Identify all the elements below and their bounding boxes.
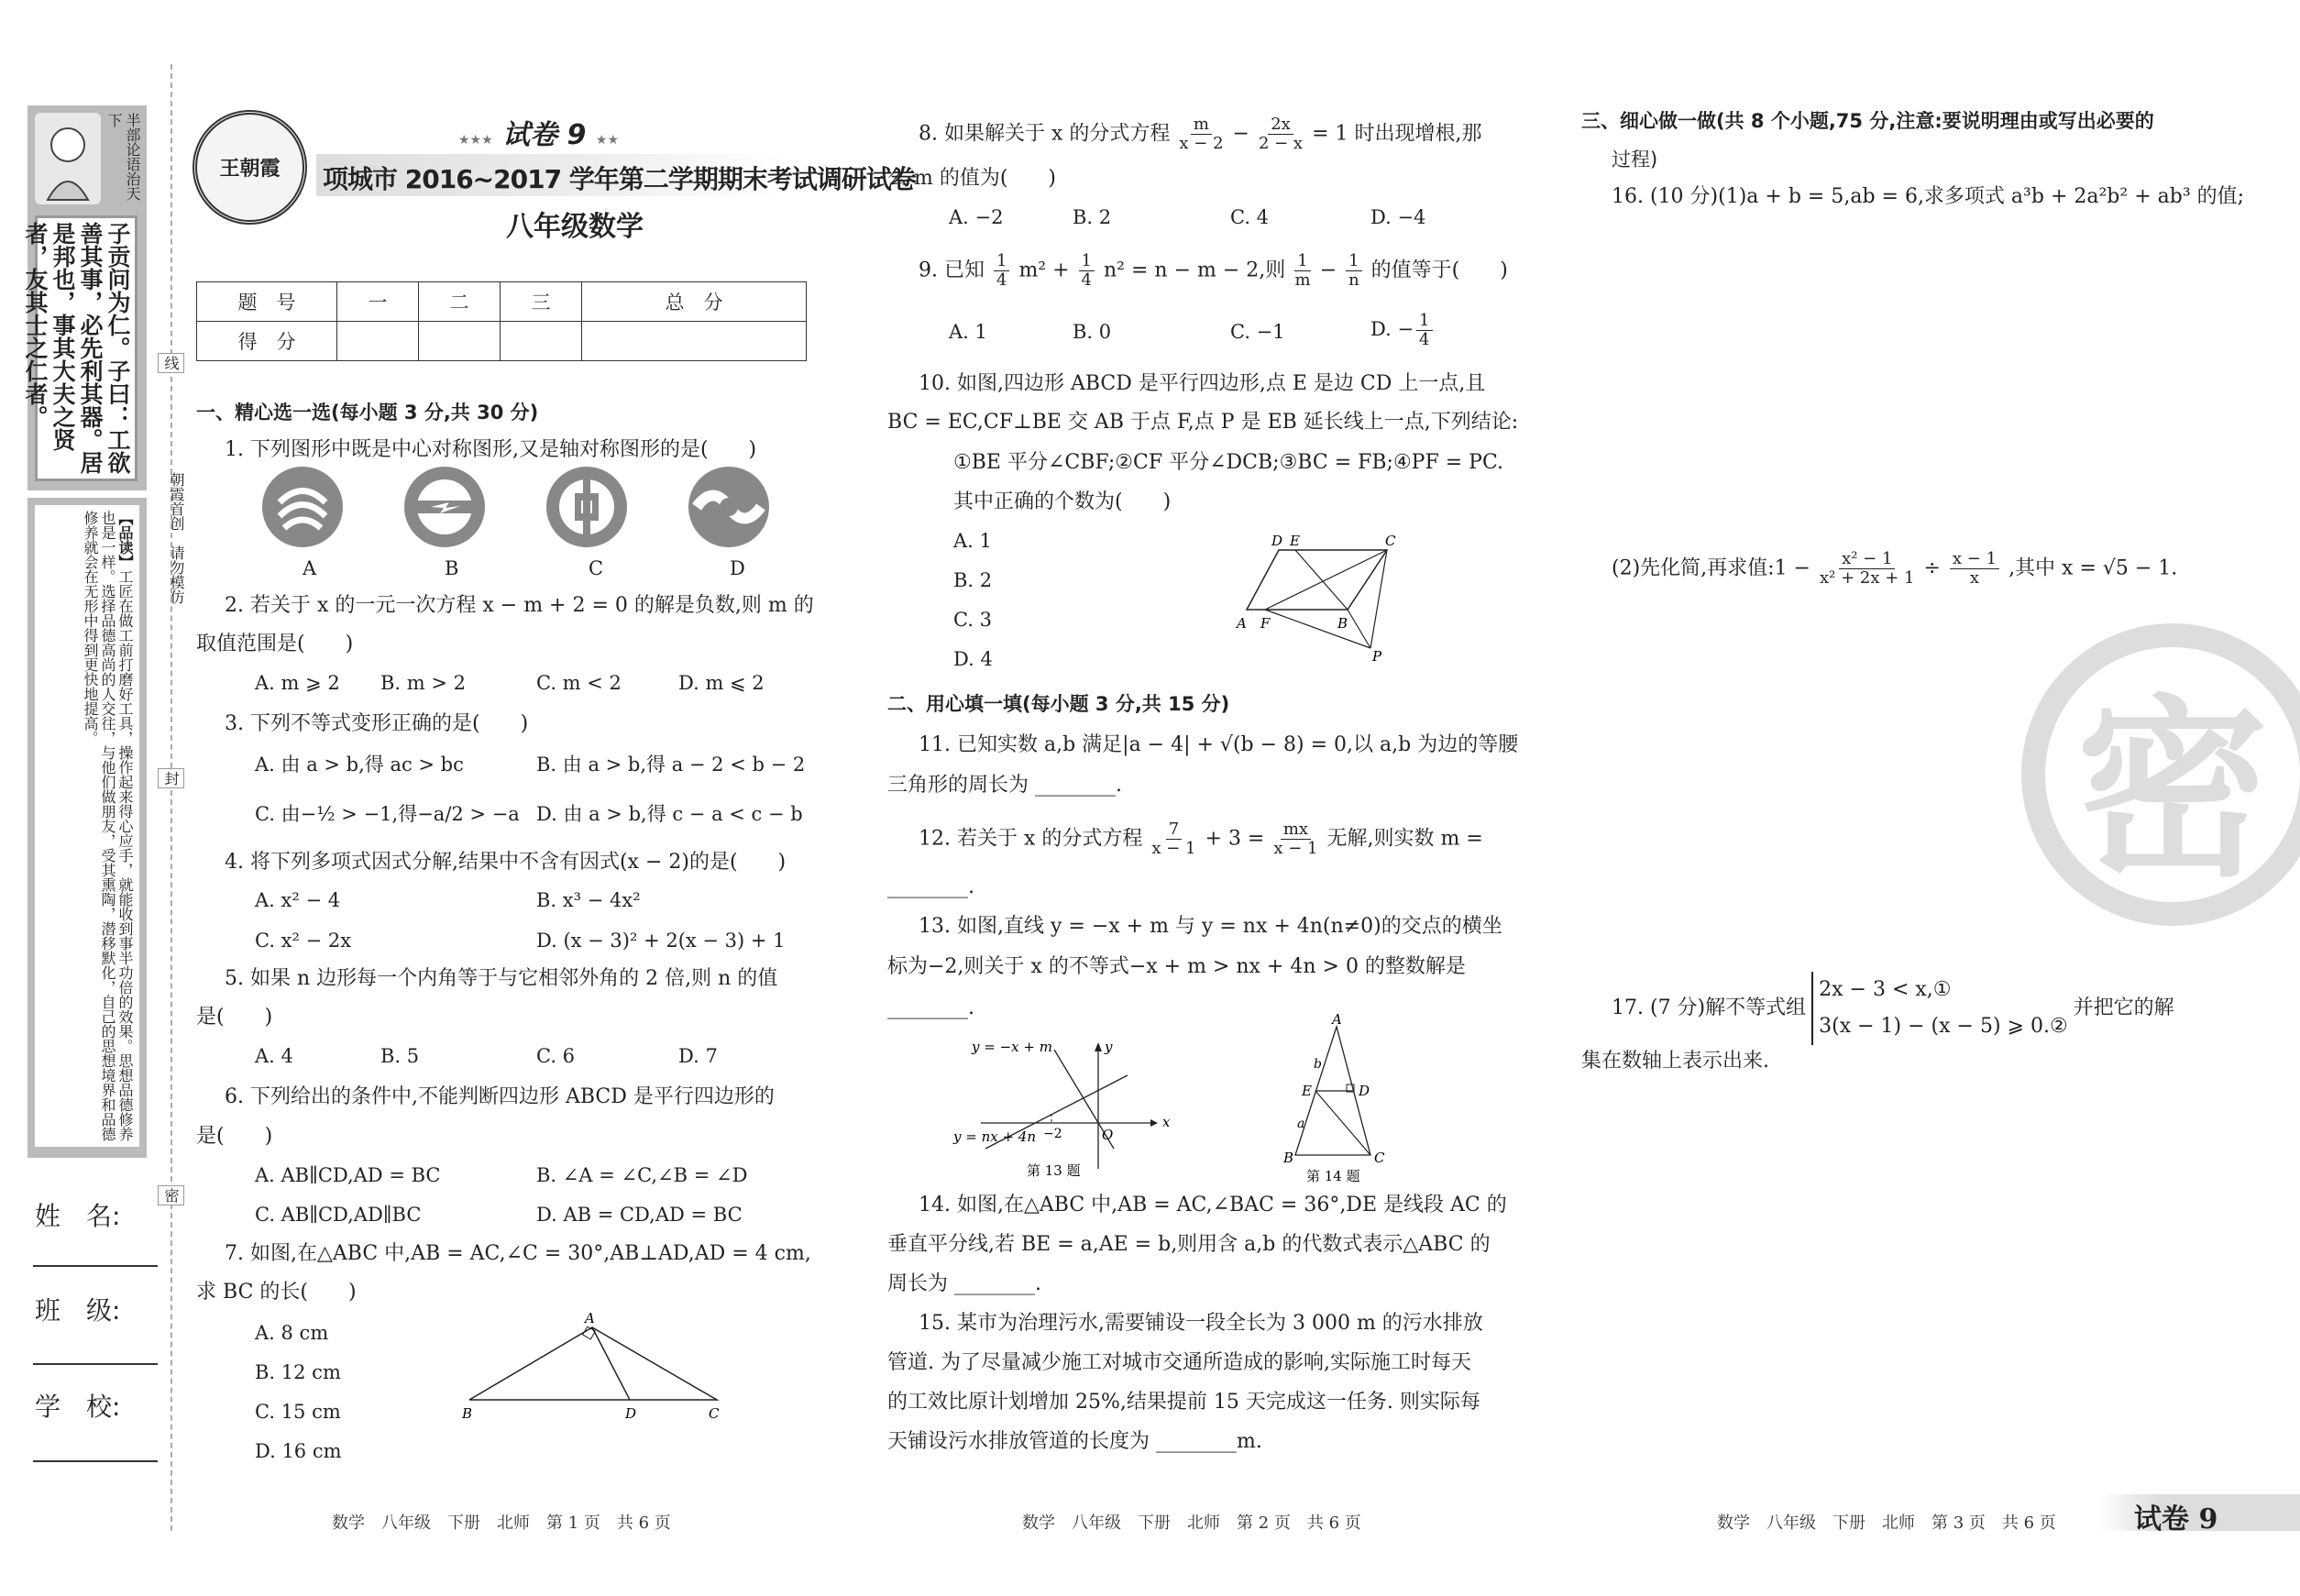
score-table-header (197, 282, 807, 322)
q17-text-end: 并把它的解 (2073, 996, 2174, 1019)
q10-opt: A. 1 (953, 530, 992, 552)
q12-text-end: 无解,则实数 m = (1326, 827, 1483, 851)
fig10-pt-b: B (1337, 615, 1348, 632)
q3-text: 3. 下列不等式变形正确的是( ) (225, 712, 529, 735)
class-field[interactable] (33, 1363, 158, 1365)
footer-page2: 数学 八年级 下册 北师 第 2 页 共 6 页 (1022, 1513, 1361, 1533)
quote-text: 子贡问为仁。子曰：工欲善其事，必先利其器。居是邦也，事其大夫之贤者，友其士之仁者。 (35, 215, 138, 481)
frac-den: 4 (1081, 270, 1092, 290)
q12-text-mid: + 3 = (1205, 827, 1265, 851)
fig13-x-label: x (1162, 1114, 1171, 1130)
q12-frac (1151, 820, 1195, 858)
q4-opt: A. x² − 4 (255, 889, 341, 911)
fig7-pt-a: A (585, 1310, 595, 1326)
q9-opt: B. 0 (1073, 321, 1112, 343)
frac-num: 1 (994, 252, 1009, 271)
school-field[interactable] (33, 1460, 158, 1462)
reading-title: 【品读】 (116, 511, 134, 569)
q10-text-2: BC = EC,CF⊥BE 交 AB 于点 F,点 P 是 EB 延长线上一点,下列结论: (887, 411, 1519, 434)
q15-text-4: 天铺设污水排放管道的长度为 ________m. (887, 1430, 1262, 1453)
q7-opt: D. 16 cm (255, 1440, 342, 1462)
subject-title: 八年级数学 (506, 211, 644, 243)
name-label: 姓 名: (35, 1201, 121, 1231)
paper-number: 试卷 9 (502, 119, 587, 151)
q11-text: 11. 已知实数 a,b 满足|a − 4| + √(b − 8) = 0,以 a,b 为边的等腰 (919, 733, 1519, 756)
q17-line (1612, 972, 2174, 1045)
q10-opt: D. 4 (953, 648, 993, 670)
fig10-pt-f: F (1260, 615, 1271, 632)
frac-den: x − 1 (1151, 839, 1196, 858)
q12-frac (1273, 820, 1317, 858)
q13-text: 13. 如图,直线 y = −x + m 与 y = nx + 4n(n≠0)的交点的横坐 (919, 915, 1502, 938)
q16-text: 16. (10 分)(1)a + b = 5,ab = 6,求多项式 a³b + 2a²b² + ab³ 的值; (1612, 185, 2245, 208)
logo-seal (193, 110, 307, 225)
fig13-minus2-label: −2 (1043, 1127, 1062, 1141)
q9-opt-frac (1416, 312, 1432, 349)
fig14-pt-d: D (1359, 1083, 1370, 1099)
q1-text: 1. 下列图形中既是中心对称图形,又是轴对称图形的是( ) (225, 438, 757, 461)
frac-den: x² + 2x + 1 (1820, 568, 1915, 588)
q17-system (1811, 972, 2068, 1045)
q6-opt: C. AB∥CD,AD∥BC (255, 1204, 422, 1226)
reading-body: 工匠在做工前打磨好工具，操作起来得心应手，就能收到事半功倍的效果。思想品德修养也是一样。选择品德高尚的人交往，与他们做朋友，受其熏陶，潜移默化，自己的思想境界和品德修养就会在无形中得到更快地提高。 (82, 511, 134, 1141)
frac-num: 2x (1268, 116, 1293, 135)
q2-opt: A. m ⩾ 2 (255, 672, 340, 694)
q7-text: 7. 如图,在△ABC 中,AB = AC,∠C = 30°,AB⊥AD,AD = 4 cm, (225, 1242, 811, 1265)
q2-opt: D. m ⩽ 2 (678, 672, 765, 694)
stars-left: ★★★ (458, 133, 493, 148)
q17-ineq-1: 2x − 3 < x,① (1819, 978, 1952, 1001)
q4-opt: D. (x − 3)² + 2(x − 3) + 1 (536, 930, 786, 952)
logo-text: 王朝霞 (219, 157, 281, 181)
frac-den: x − 1 (1273, 839, 1318, 858)
q8-text-cont: 么 m 的值为( ) (887, 167, 1057, 190)
q8-frac-2 (1259, 116, 1303, 153)
fig7-pt-b: B (462, 1405, 473, 1422)
q9-text-n: n² = n − m − 2,则 (1104, 259, 1286, 282)
q5-text-cont: 是( ) (196, 1006, 273, 1029)
q16-frac (1820, 550, 1914, 588)
q8-line: 8. 如果解关于 x 的分式方程 $\frac{m}{x - 2}$ − $\frac{2x}{2 - x}$ = 1 时出现增根,那 (919, 115, 1482, 153)
q6-text-cont: 是( ) (196, 1125, 273, 1148)
q12-line (919, 820, 1483, 858)
swirl-logo-icon (688, 466, 770, 548)
q1-figures (261, 466, 775, 557)
q9-opt: C. −1 (1230, 321, 1285, 343)
footer-paper-tag: 试卷 9 (2134, 1503, 2218, 1535)
q6-opt: A. AB∥CD,AD = BC (255, 1164, 441, 1186)
q5-opt: A. 4 (255, 1045, 293, 1067)
q9-frac (1294, 252, 1310, 290)
frac-num: 7 (1166, 820, 1182, 840)
q10-opt: B. 2 (953, 569, 993, 591)
fig10-pt-d: D (1271, 533, 1283, 549)
section3-title: 三、细心做一做(共 8 个小题,75 分,注意:要说明理由或写出必要的 (1581, 110, 2154, 132)
q7-triangle-figure (458, 1306, 733, 1425)
q15-text: 15. 某市为治理污水,需要铺设一段全长为 3 000 m 的污水排放 (919, 1312, 1483, 1335)
q8-frac-1 (1179, 116, 1223, 153)
q14-triangle-figure (1279, 1013, 1398, 1183)
score-header: 二 (419, 282, 501, 322)
fold-line (171, 64, 172, 1531)
fig10-pt-p: P (1372, 648, 1382, 665)
q10-text-4: 其中正确的个数为( ) (953, 490, 1172, 513)
school-label: 学 校: (35, 1392, 121, 1422)
q16-2-end: ,其中 x = √5 − 1. (2008, 556, 2178, 580)
q2-opt: B. m > 2 (380, 672, 467, 694)
q9-text-end: 的值等于( ) (1370, 259, 1508, 282)
score-header: 总 分 (582, 282, 807, 322)
q9-frac (994, 252, 1009, 290)
score-table (196, 281, 807, 361)
q10-text-3: ①BE 平分∠CBF;②CF 平分∠DCB;③BC = FB;④PF = PC. (953, 451, 1504, 474)
q13-text-2: 标为−2,则关于 x 的不等式−x + m > nx + 4n > 0 的整数解是 (887, 955, 1466, 978)
q13-text-3: ________. (887, 996, 974, 1019)
q1-label: C (589, 557, 604, 579)
side-mark-mi: 密 (158, 1185, 184, 1205)
binding-strip (22, 105, 149, 1160)
q14-text-2: 垂直平分线,若 BE = a,AE = b,则用含 a,b 的代数式表示△ABC 的 (887, 1233, 1491, 1256)
score-cell[interactable] (582, 322, 807, 361)
frac-num: 1 (1416, 312, 1432, 331)
score-header: 题 号 (197, 282, 337, 322)
fig14-label-a: a (1297, 1117, 1305, 1131)
q8-opt: C. 4 (1230, 206, 1270, 228)
q17-text-cont: 集在数轴上表示出来. (1581, 1050, 1769, 1073)
q15-text-3: 的工效比原计划增加 25%,结果提前 15 天完成这一任务. 则实际每 (887, 1391, 1480, 1414)
cartoon-figure (35, 113, 101, 204)
exam-title: 项城市 2016~2017 学年第二学期期末考试调研试卷 (323, 164, 916, 194)
score-cell[interactable] (501, 322, 582, 361)
q6-opt: B. ∠A = ∠C,∠B = ∠D (536, 1164, 748, 1186)
q3-opt: C. 由−½ > −1,得−a/2 > −a (255, 803, 520, 825)
fig13-origin-label: O (1102, 1127, 1114, 1143)
q13-graph-figure (944, 1031, 1192, 1178)
q10-opt: C. 3 (953, 609, 993, 631)
china-mobile-logo-icon (261, 466, 344, 548)
fig14-caption: 第 14 题 (1306, 1168, 1360, 1183)
paper-label (458, 112, 619, 152)
q1-label: A (303, 557, 317, 579)
section2-title: 二、用心填一填(每小题 3 分,共 15 分) (887, 693, 1230, 715)
name-field[interactable] (33, 1265, 158, 1267)
q2-text: 2. 若关于 x 的一元一次方程 x − m + 2 = 0 的解是负数,则 m 的 (225, 594, 814, 617)
watermark-seal (2021, 623, 2300, 926)
score-header: 一 (337, 282, 419, 322)
fig13-line1-label: y = −x + m (972, 1039, 1052, 1055)
fig10-pt-e: E (1290, 533, 1300, 549)
frac-den: 4 (1419, 330, 1430, 349)
q15-text-2: 管道. 为了尽量减少施工对城市交通所造成的影响,实际施工时每天 (887, 1351, 1471, 1374)
fig14-pt-e: E (1302, 1083, 1312, 1099)
frac-den: 4 (996, 270, 1007, 290)
lightning-logo-icon (403, 466, 486, 548)
frac-den: x − 2 (1179, 134, 1224, 153)
q9-opt: D. − (1370, 318, 1414, 340)
fig14-pt-a: A (1332, 1013, 1342, 1028)
q5-opt: D. 7 (678, 1045, 718, 1067)
q1-label: B (445, 557, 459, 579)
score-header: 三 (501, 282, 582, 322)
frac-num: m (1191, 116, 1212, 135)
frac-num: 1 (1294, 252, 1310, 271)
q7-opt: C. 15 cm (255, 1401, 341, 1423)
q16-2-div: ÷ (1923, 556, 1941, 580)
q3-opt: D. 由 a > b,得 c − a < c − b (536, 803, 803, 825)
q10-text: 10. 如图,四边形 ABCD 是平行四边形,点 E 是边 CD 上一点,且 (919, 372, 1486, 395)
q3-opt: B. 由 a > b,得 a − 2 < b − 2 (536, 754, 806, 776)
q2-text-cont: 取值范围是( ) (196, 633, 354, 655)
q4-opt: C. x² − 2x (255, 930, 352, 952)
q11-text-cont: 三角形的周长为 ________. (887, 774, 1122, 797)
side-mark-original: 朝霞首创 请勿模仿 (168, 472, 185, 604)
frac-num: x² − 1 (1839, 550, 1895, 569)
q8-text-end: = 1 时出现增根,那 (1312, 122, 1482, 146)
fig10-pt-c: C (1385, 533, 1396, 549)
q9-opt: A. 1 (949, 321, 987, 343)
q9-frac (1346, 252, 1361, 290)
side-mark-feng: 封 (158, 768, 184, 788)
q5-opt: B. 5 (380, 1045, 420, 1067)
q8-opt: D. −4 (1370, 206, 1426, 228)
q8-opt: A. −2 (949, 206, 1004, 228)
top-label: 半部论语治天下 (105, 113, 141, 201)
score-cell[interactable] (337, 322, 419, 361)
q5-text: 5. 如果 n 边形每一个内角等于与它相邻外角的 2 倍,则 n 的值 (225, 967, 778, 990)
q9-line: 9. 已知 $\frac{1}{4}$ m² + $\frac{1}{4}$ n² = n − m − 2,则 $\frac{1}{m}$ − $\frac{1}{n}$ 的值等于( ) (919, 251, 1508, 290)
q14-text-3: 周长为 ________. (887, 1272, 1041, 1295)
q16-frac (1950, 550, 1999, 588)
reading-text (35, 505, 139, 1147)
section1-title: 一、精心选一选(每小题 3 分,共 30 分) (196, 402, 539, 424)
q10-parallelogram-figure (1233, 527, 1407, 665)
q16-2-text: (2)先化简,再求值:1 − (1612, 556, 1810, 580)
q8-opt: B. 2 (1073, 206, 1112, 228)
q9-text-m: m² + (1018, 259, 1070, 282)
fig13-caption: 第 13 题 (1027, 1162, 1081, 1178)
watermark-text: 密 (2075, 678, 2269, 903)
q4-opt: B. x³ − 4x² (536, 889, 641, 911)
score-table-row (197, 322, 807, 361)
q5-opt: C. 6 (536, 1045, 576, 1067)
class-label: 班 级: (35, 1295, 121, 1326)
section3-title-cont: 过程) (1612, 149, 1658, 171)
frac-den: n (1348, 270, 1359, 290)
frac-den: m (1294, 270, 1311, 290)
bank-logo-icon (545, 466, 628, 548)
q7-text-cont: 求 BC 的长( ) (196, 1281, 357, 1304)
q9-frac (1079, 252, 1095, 290)
q8-text: 8. 如果解关于 x 的分式方程 (919, 122, 1171, 146)
q1-label: D (730, 557, 745, 579)
fig7-pt-c: C (709, 1405, 720, 1422)
fig13-y-label: y (1105, 1039, 1113, 1055)
fig7-pt-d: D (625, 1405, 637, 1422)
fig14-pt-b: B (1283, 1150, 1294, 1166)
q4-text: 4. 将下列多项式因式分解,结果中不含有因式(x − 2)的是( ) (225, 851, 787, 874)
fig13-line2-label: y = nx + 4n (953, 1128, 1037, 1145)
q17-ineq-2: 3(x − 1) − (x − 5) ⩾ 0.② (1819, 1015, 2068, 1038)
frac-num: mx (1281, 820, 1311, 840)
side-mark-xian: 线 (158, 353, 184, 373)
q17-text: 17. (7 分)解不等式组 (1612, 996, 1807, 1019)
fig14-label-b: b (1314, 1057, 1322, 1072)
frac-num: 1 (1079, 252, 1095, 271)
frac-num: 1 (1346, 252, 1361, 271)
stars-right: ★★ (595, 133, 619, 148)
q12-text: 12. 若关于 x 的分式方程 (919, 827, 1143, 851)
q6-text: 6. 下列给出的条件中,不能判断四边形 ABCD 是平行四边形的 (225, 1085, 775, 1108)
score-row-label: 得 分 (197, 322, 337, 361)
q2-opt: C. m < 2 (536, 672, 622, 694)
q9-opt-d (1370, 312, 1436, 349)
frac-den: 2 − x (1258, 134, 1304, 153)
q12-answer-blank: ________. (887, 875, 974, 898)
score-cell[interactable] (419, 322, 501, 361)
fig10-pt-a: A (1237, 615, 1247, 632)
frac-num: x − 1 (1950, 550, 1999, 569)
frac-den: x (1969, 568, 1980, 588)
q9-text: 9. 已知 (919, 259, 985, 282)
q7-opt: A. 8 cm (255, 1322, 329, 1344)
q3-opt: A. 由 a > b,得 ac > bc (255, 754, 464, 776)
fig14-pt-c: C (1374, 1150, 1385, 1166)
q6-opt: D. AB = CD,AD = BC (536, 1204, 743, 1226)
footer-page3: 数学 八年级 下册 北师 第 3 页 共 6 页 (1717, 1513, 2056, 1533)
q16-2-line (1612, 550, 2177, 588)
q7-opt: B. 12 cm (255, 1361, 341, 1383)
q14-text: 14. 如图,在△ABC 中,AB = AC,∠BAC = 36°,DE 是线段 AC 的 (919, 1194, 1507, 1216)
footer-page1: 数学 八年级 下册 北师 第 1 页 共 6 页 (332, 1513, 671, 1533)
